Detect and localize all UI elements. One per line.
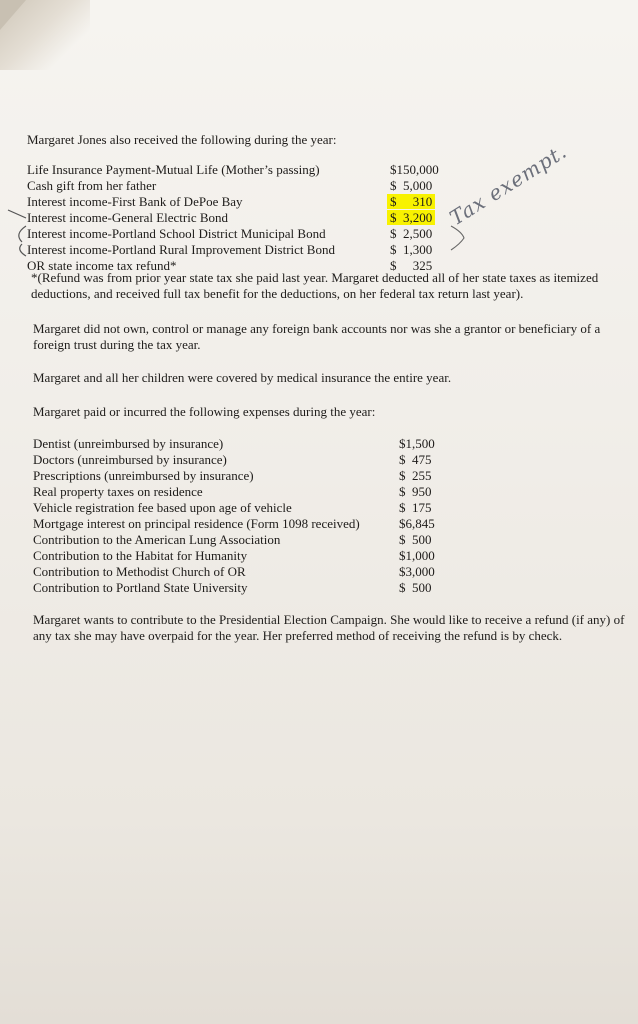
expense-amount-prescriptions: $ 255 — [399, 468, 432, 483]
expense-amount-property-taxes: $ 950 — [399, 484, 432, 499]
expense-amount-doctors: $ 475 — [399, 452, 432, 467]
expense-label-mortgage-interest: Mortgage interest on principal residence (Form 1098 received) — [33, 516, 360, 531]
highlight-general-electric: $ 3,200 — [387, 210, 435, 225]
expense-amount-portland-state: $ 500 — [399, 580, 432, 595]
expense-label-dentist: Dentist (unreimbursed by insurance) — [33, 436, 224, 451]
expense-label-habitat: Contribution to the Habitat for Humanity — [33, 548, 248, 563]
medical-insurance-text: Margaret and all her children were covered by medical insurance the entire year. — [33, 370, 452, 385]
expense-label-portland-state: Contribution to Portland State University — [33, 580, 248, 595]
expense-label-prescriptions: Prescriptions (unreimbursed by insurance) — [33, 468, 254, 483]
expense-label-american-lung: Contribution to the American Lung Association — [33, 532, 281, 547]
income-label-life-insurance: Life Insurance Payment-Mutual Life (Mother’s passing) — [27, 162, 320, 177]
pen-check-marks — [6, 206, 30, 258]
expense-amount-vehicle-registration: $ 175 — [399, 500, 432, 515]
expenses-intro-text: Margaret paid or incurred the following expenses during the year: — [33, 404, 376, 419]
income-amount-first-bank — [390, 194, 435, 210]
income-label-rural-improvement: Interest income-Portland Rural Improvement District Bond — [27, 242, 335, 257]
expense-amount-mortgage-interest: $6,845 — [399, 516, 435, 531]
refund-footnote: *(Refund was from prior year state tax she paid last year. Margaret deducted all of her state taxes as itemized deductions, and received full tax benefit for the deductions, on her federal tax return last year). — [31, 270, 599, 301]
foreign-accounts-text: Margaret did not own, control or manage any foreign bank accounts nor was she a grantor or beneficiary of a foreign trust during the tax year. — [33, 321, 601, 352]
handwritten-tax-exempt: Tax exempt. — [445, 138, 572, 230]
expense-amount-habitat: $1,000 — [399, 548, 435, 563]
income-amount-cash-gift: $ 5,000 — [390, 178, 433, 193]
expense-amount-american-lung: $ 500 — [399, 532, 432, 547]
expense-label-methodist-church: Contribution to Methodist Church of OR — [33, 564, 246, 579]
expense-amount-dentist: $1,500 — [399, 436, 435, 451]
income-amount-life-insurance: $150,000 — [390, 162, 439, 177]
income-label-school-district: Interest income-Portland School District Municipal Bond — [27, 226, 326, 241]
highlight-first-bank: $ 310 — [387, 194, 435, 209]
income-amount-school-district: $ 2,500 — [390, 226, 433, 241]
closing-paragraph: Margaret wants to contribute to the Presidential Election Campaign. She would like to receive a refund (if any) of any tax she may have overpaid for the year. Her preferred method of receiving the refund is by check. — [33, 612, 625, 643]
income-label-cash-gift: Cash gift from her father — [27, 178, 157, 193]
expense-label-property-taxes: Real property taxes on residence — [33, 484, 203, 499]
income-label-general-electric: Interest income-General Electric Bond — [27, 210, 229, 225]
income-amount-rural-improvement: $ 1,300 — [390, 242, 433, 257]
income-label-first-bank: Interest income-First Bank of DePoe Bay — [27, 194, 243, 209]
expense-label-vehicle-registration: Vehicle registration fee based upon age of vehicle — [33, 500, 292, 515]
income-label-state-refund: OR state income tax refund* — [27, 258, 177, 273]
expense-amount-methodist-church: $3,000 — [399, 564, 435, 579]
expense-label-doctors: Doctors (unreimbursed by insurance) — [33, 452, 227, 467]
income-amount-state-refund: $ 325 — [390, 258, 433, 273]
intro-text: Margaret Jones also received the following during the year: — [27, 132, 337, 147]
income-amount-general-electric — [390, 210, 435, 226]
